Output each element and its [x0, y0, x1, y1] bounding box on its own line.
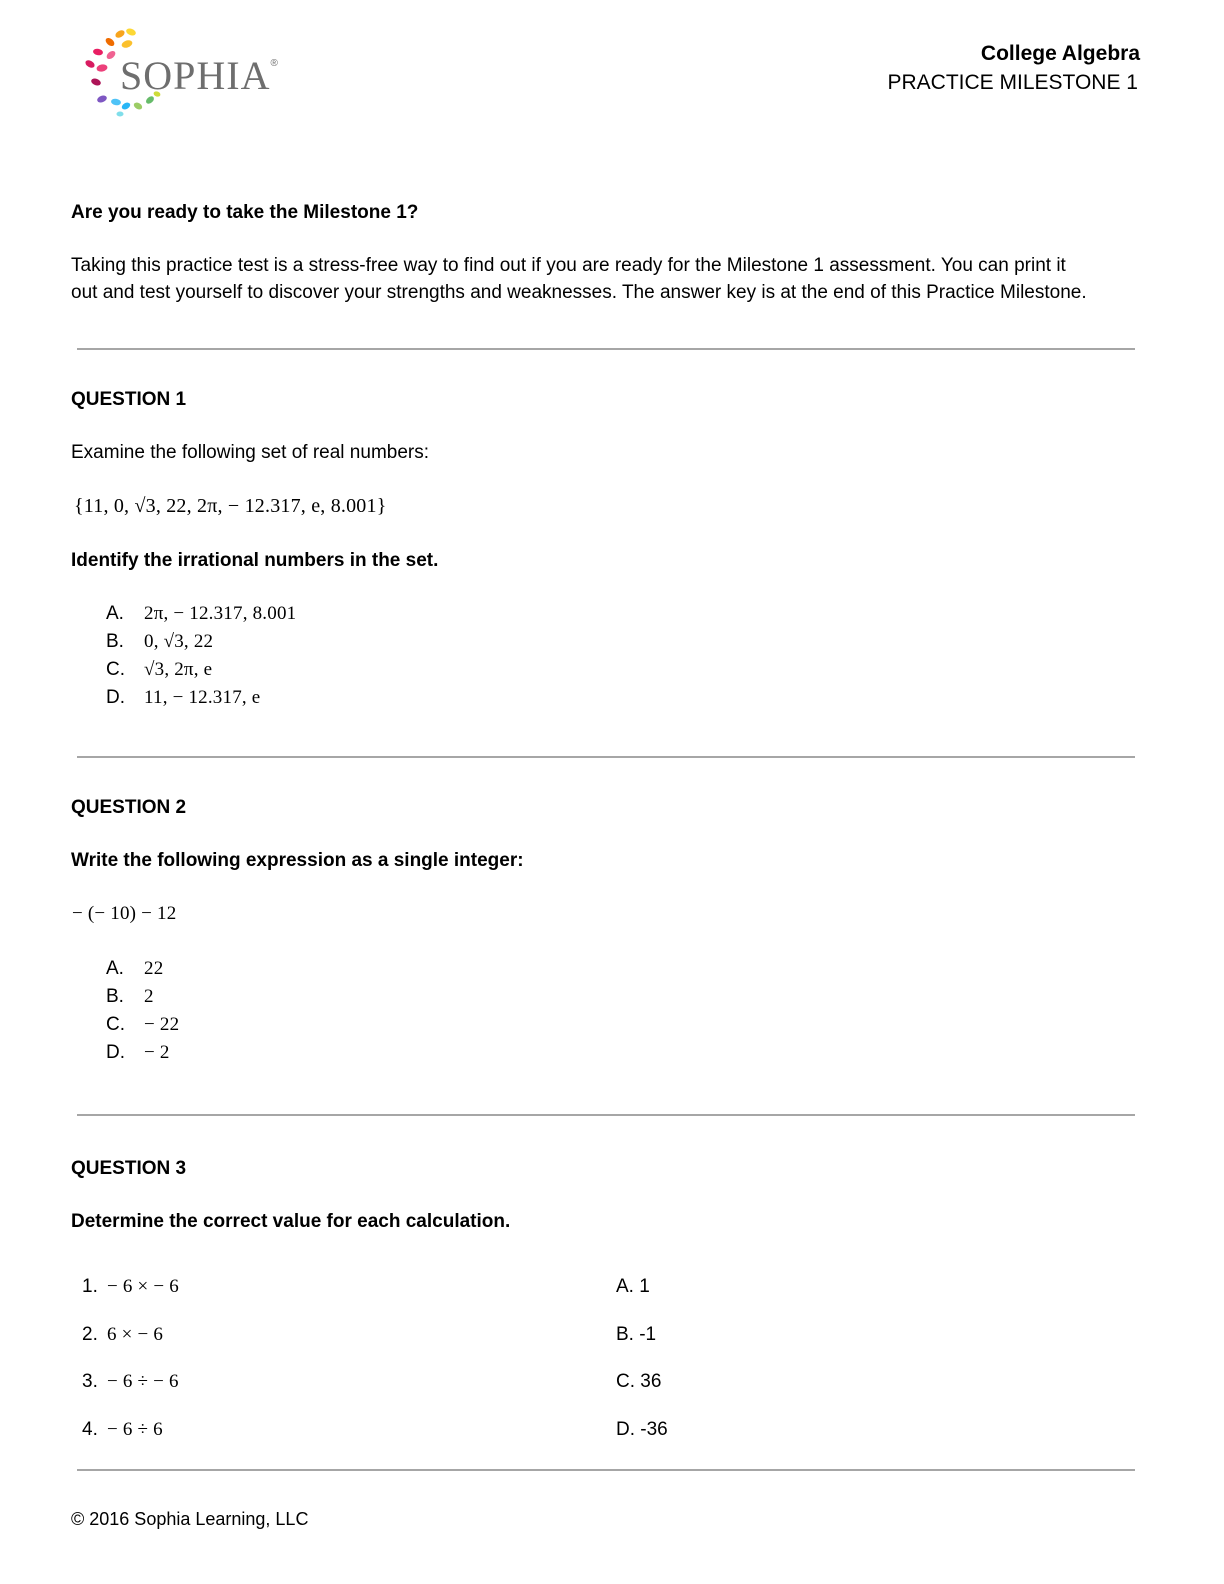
option-letter: B.	[106, 631, 124, 652]
option-letter: B.	[106, 986, 124, 1007]
question-3-instruction: Determine the correct value for each calculation.	[71, 1211, 511, 1232]
option-c[interactable]	[106, 658, 296, 686]
question-2-options	[106, 957, 179, 1069]
option-d[interactable]	[106, 1041, 179, 1069]
calculation-expression: − 6 ÷ − 6	[107, 1371, 179, 1392]
calculation-item	[82, 1418, 179, 1466]
question-1-set: {11, 0, √3, 22, 2π, − 12.317, e, 8.001}	[74, 495, 387, 517]
divider	[77, 756, 1135, 758]
option-b[interactable]	[106, 985, 179, 1013]
calculation-item	[82, 1275, 179, 1323]
calculation-item	[82, 1370, 179, 1418]
divider	[77, 348, 1135, 350]
question-3-values	[616, 1275, 668, 1465]
question-1-prompt: Examine the following set of real numbers:	[71, 442, 430, 463]
option-d[interactable]	[106, 686, 296, 714]
copyright: © 2016 Sophia Learning, LLC	[71, 1509, 309, 1529]
option-text: − 22	[144, 1014, 180, 1035]
option-letter: D.	[106, 1042, 125, 1063]
intro-paragraph-line-1: Taking this practice test is a stress-free way to find out if you are ready for the Milestone 1 assessment. You can print it	[71, 255, 1066, 276]
question-2-instruction: Write the following expression as a single integer:	[71, 850, 524, 871]
milestone-subtitle: PRACTICE MILESTONE 1	[887, 71, 1138, 94]
calculation-number: 1.	[82, 1276, 98, 1297]
course-title: College Algebra	[980, 42, 1140, 65]
option-text: 11, − 12.317, e	[144, 687, 261, 708]
option-text: 22	[144, 958, 164, 979]
calculation-number: 4.	[82, 1418, 98, 1440]
question-2-title: QUESTION 2	[71, 797, 187, 818]
question-2-expression: − (− 10) − 12	[72, 903, 177, 924]
calculation-expression: − 6 ÷ 6	[107, 1418, 163, 1440]
question-3-title: QUESTION 3	[71, 1158, 187, 1179]
option-text: √3, 2π, e	[144, 659, 213, 680]
value-option-d[interactable]: D. -36	[616, 1418, 668, 1440]
intro-heading: Are you ready to take the Milestone 1?	[71, 202, 419, 223]
option-a[interactable]	[106, 957, 179, 985]
calculation-number: 3.	[82, 1371, 98, 1392]
option-letter: D.	[106, 687, 125, 708]
option-letter: A.	[106, 603, 124, 624]
logo-wordmark: SOPHIA	[120, 53, 271, 98]
option-letter: A.	[106, 958, 124, 979]
registered-mark: ®	[270, 58, 279, 69]
option-b[interactable]	[106, 630, 296, 658]
calculation-expression: 6 × − 6	[107, 1323, 164, 1345]
option-letter: C.	[106, 659, 125, 680]
option-text: 0, √3, 22	[144, 631, 214, 652]
sophia-logo	[80, 24, 300, 120]
question-1-instruction: Identify the irrational numbers in the set.	[71, 550, 439, 571]
option-text: 2	[144, 986, 154, 1007]
divider	[77, 1469, 1135, 1471]
calculation-number: 2.	[82, 1323, 98, 1345]
option-text: 2π, − 12.317, 8.001	[144, 603, 297, 624]
intro-paragraph-line-2: out and test yourself to discover your strengths and weaknesses. The answer key is at the end of this Practice Milestone.	[71, 282, 1087, 303]
question-1-title: QUESTION 1	[71, 389, 187, 410]
question-3-calculations	[82, 1275, 179, 1465]
value-option-c[interactable]: C. 36	[616, 1371, 662, 1392]
option-text: − 2	[144, 1042, 170, 1063]
divider	[77, 1114, 1135, 1116]
question-1-options	[106, 602, 296, 714]
value-option-a[interactable]: A. 1	[616, 1276, 650, 1297]
calculation-item	[82, 1323, 179, 1371]
option-letter: C.	[106, 1014, 125, 1035]
value-option-b[interactable]: B. -1	[616, 1323, 657, 1345]
option-c[interactable]	[106, 1013, 179, 1041]
option-a[interactable]	[106, 602, 296, 630]
calculation-expression: − 6 × − 6	[107, 1276, 179, 1297]
